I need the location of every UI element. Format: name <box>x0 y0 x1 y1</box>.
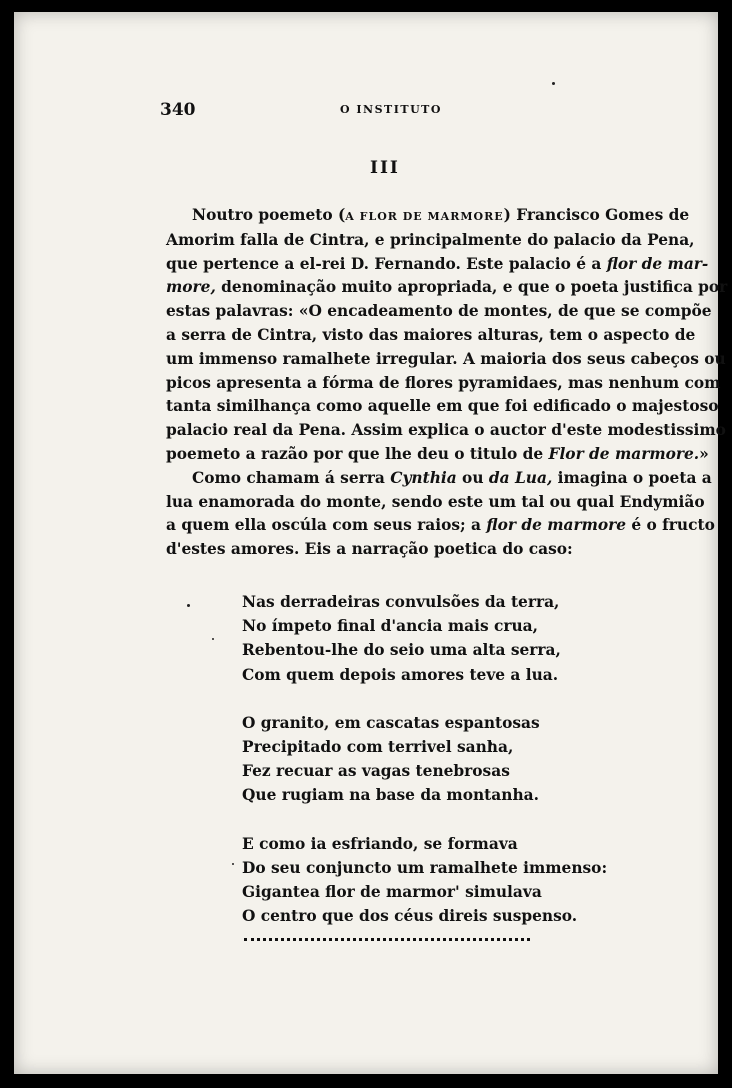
poem-verse: O centro que dos céus direis suspenso. <box>242 907 578 926</box>
paragraph1-line10: palacio real da Pena. Assim explica o auctor d'este modestissimo <box>166 421 726 440</box>
paragraph1-line3: que pertence a el-rei D. Fernando. Este palacio é a flor de mar- <box>166 254 709 273</box>
poem-verse: O granito, em cascatas espantosas <box>242 713 540 732</box>
paper-speck <box>232 863 234 865</box>
poem-verse: Do seu conjuncto um ramalhete immenso: <box>242 858 608 877</box>
running-title: O INSTITUTO <box>340 103 442 116</box>
page-header <box>160 100 560 124</box>
paragraph2-line3: a quem ella oscúla com seus raios; a flor de marmore é o fructo <box>166 516 715 535</box>
paragraph1-line5: estas palavras: «O encadeamento de montes, de que se compõe <box>166 302 712 321</box>
paragraph1-line8: picos apresenta a fórma de flores pyramidaes, mas nenhum com <box>166 373 721 392</box>
poem-verse: Que rugiam na base da montanha. <box>242 786 539 805</box>
poem <box>242 590 607 952</box>
poem-stanza-3 <box>242 832 607 929</box>
poem-stanza-2 <box>242 711 607 808</box>
paragraph2-line1: Como chamam á serra Cynthia ou da Lua, imagina o poeta a <box>192 468 712 487</box>
paper-speck <box>212 638 214 640</box>
poem-verse: Rebentou-lhe do seio uma alta serra, <box>242 641 561 660</box>
paragraph1-line1: Noutro poemeto (A FLOR DE MARMORE) Francisco Gomes de <box>192 206 690 224</box>
paragraph1-line4: more, denominação muito apropriada, e que o poeta justifica por <box>166 278 728 297</box>
poem-stanza-1 <box>242 590 607 687</box>
paragraph1-line9: tanta similhança como aquelle em que foi edificado o majestoso <box>166 397 719 416</box>
poem-verse: Precipitado com terrivel sanha, <box>242 738 514 757</box>
poem-verse: Com quem depois amores teve a lua. <box>242 665 559 684</box>
poem-verse: Nas derradeiras convulsões da terra, <box>242 593 560 611</box>
paper-speck <box>187 604 190 607</box>
poem-verse: Gigantea flor de marmor' simulava <box>242 883 542 902</box>
paragraph1-line2: Amorim falla de Cintra, e principalmente do palacio da Pena, <box>166 230 695 249</box>
paragraph1-line11: poemeto a razão por que lhe deu o titulo de Flor de marmore.» <box>166 444 709 463</box>
paragraph1-line6: a serra de Cintra, visto das maiores alturas, tem o aspecto de <box>166 325 696 344</box>
paragraph1-line7: um immenso ramalhete irregular. A maioria dos seus cabeços ou <box>166 349 726 368</box>
body-text <box>166 204 728 562</box>
poem-verse: No ímpeto final d'ancia mais crua, <box>242 617 538 636</box>
poem-verse: Fez recuar as vagas tenebrosas <box>242 762 510 781</box>
section-heading: III <box>370 158 400 178</box>
paper-speck <box>552 82 555 85</box>
poem-verse: E como ia esfriando, se formava <box>242 834 518 853</box>
paragraph2-line2: lua enamorada do monte, sendo este um tal ou qual Endymião <box>166 492 705 511</box>
page-number: 340 <box>160 100 196 120</box>
ellipsis-dotted-line <box>244 928 530 941</box>
paragraph2-line4: d'estes amores. Eis a narração poetica do caso: <box>166 540 573 559</box>
